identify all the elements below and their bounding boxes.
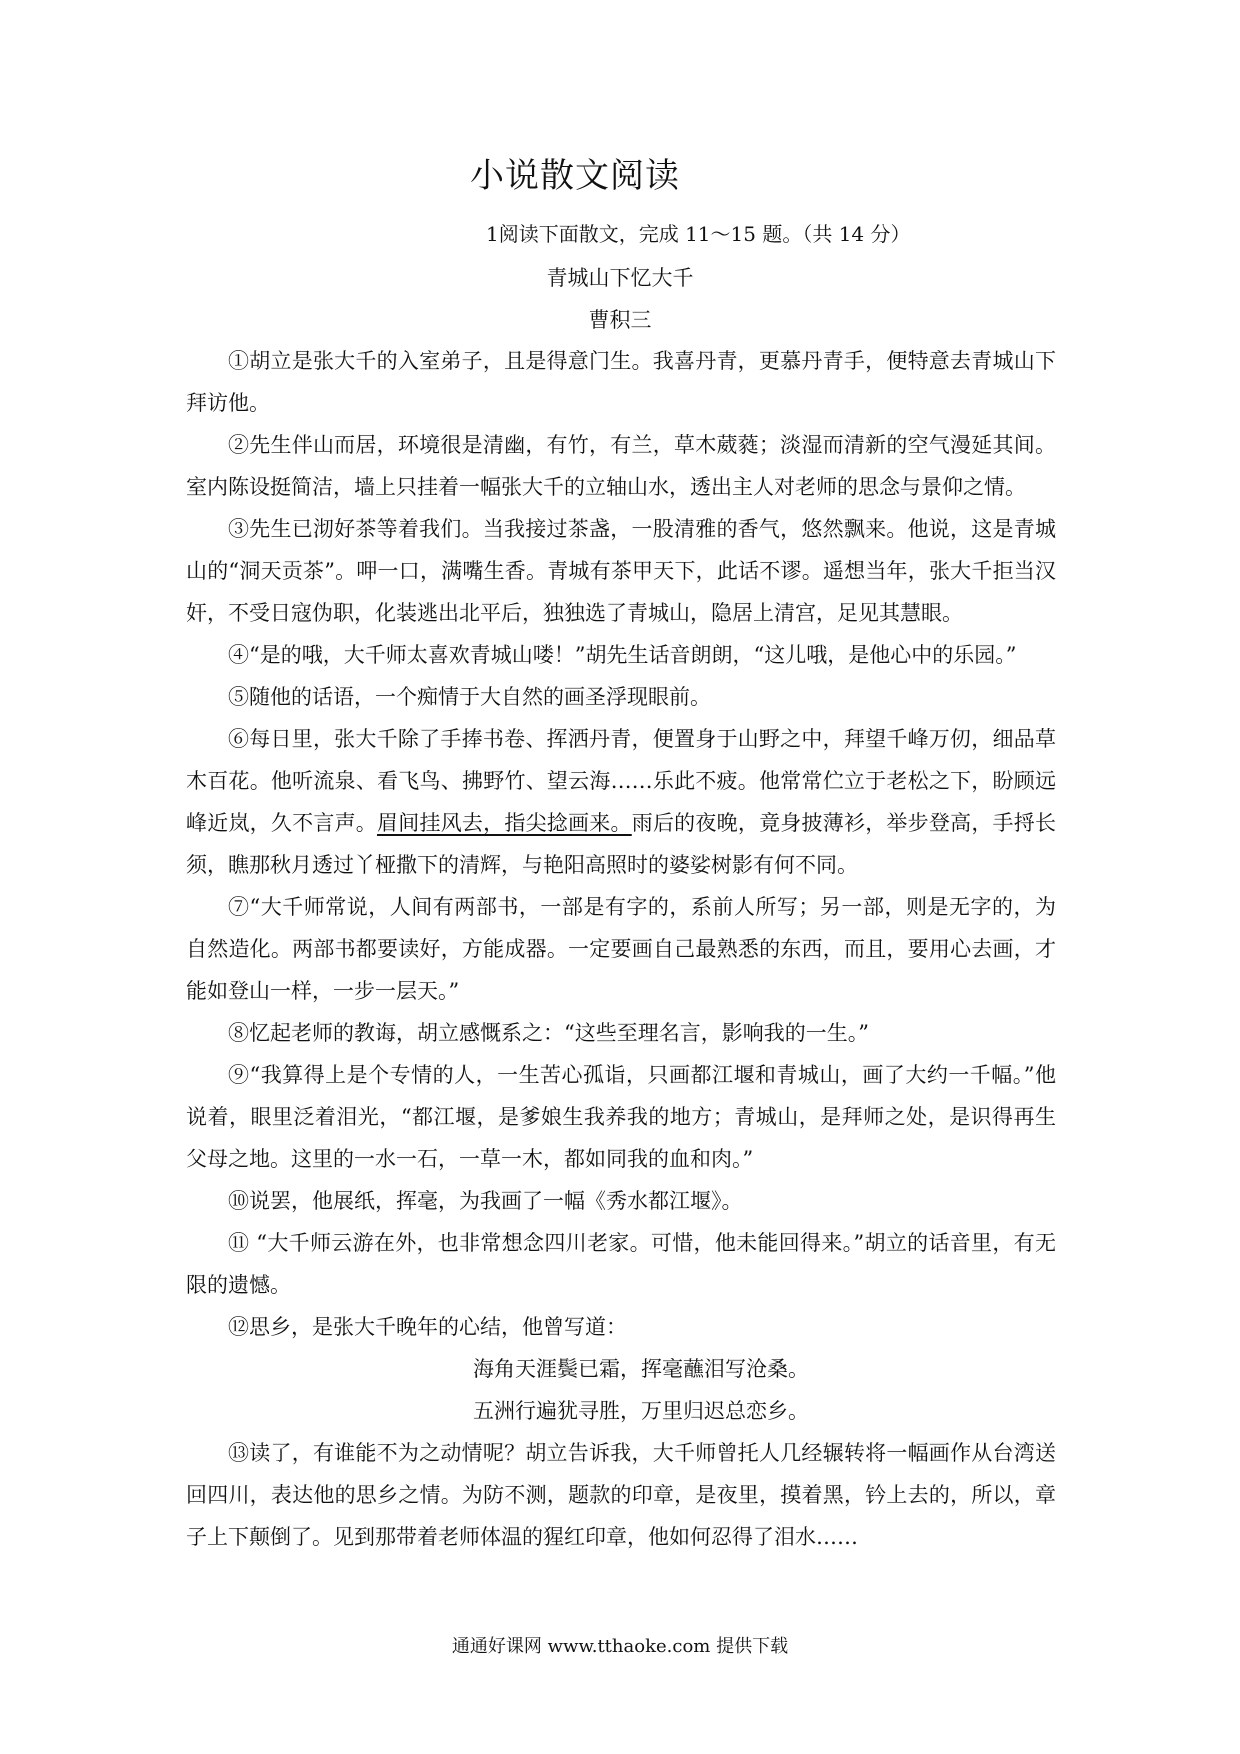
paragraph-3: ③先生已沏好茶等着我们。当我接过茶盏，一股清雅的香气，悠然飘来。他说，这是青城山的“洞天贡茶”。呷一口，满嘴生香。青城有茶甲天下，此话不谬。遥想当年，张大千拒当汉奸，不受日寇伪职，化装逃出北平后，独独选了青城山，隐居上清宫，足见其慧眼。 xyxy=(186,517,1056,625)
paragraph-8: ⑧忆起老师的教诲，胡立感慨系之：“这些至理名言，影响我的一生。” xyxy=(228,1021,869,1045)
paragraph-6-after: 雨后的夜晚，竟身披薄衫，举步登高，手捋长须，瞧那秋月透过丫桠撒下的清辉，与艳阳高照时的婆娑树影有何不同。 xyxy=(186,811,1057,877)
essay-author: 曹积三 xyxy=(588,308,652,332)
paragraph-6 xyxy=(186,718,1056,886)
paragraph-7: ⑦“大千师常说，人间有两部书，一部是有字的，系前人所写；另一部，则是无字的，为自然造化。两部书都要读好，方能成器。一定要画自己最熟悉的东西，而且，要用心去画，才能如登山一样，一步一层天。” xyxy=(186,895,1056,1003)
paragraph-2: ②先生伴山而居，环境很是清幽，有竹，有兰，草木葳蕤；淡湿而清新的空气漫延其间。室内陈设挺简洁，墙上只挂着一幅张大千的立轴山水，透出主人对老师的思念与景仰之情。 xyxy=(186,433,1056,499)
paragraph-1: ①胡立是张大千的入室弟子，且是得意门生。我喜丹青，更慕丹青手，便特意去青城山下拜访他。 xyxy=(186,349,1056,415)
poem-line-1: 海角天涯鬓已霜，挥毫蘸泪写沧桑。 xyxy=(473,1357,809,1381)
question-instruction: 1阅读下面散文，完成 11～15 题。（共 14 分） xyxy=(486,222,911,246)
paragraph-13: ⑬读了，有谁能不为之动情呢？胡立告诉我，大千师曾托人几经辗转将一幅画作从台湾送回四川，表达他的思乡之情。为防不测，题款的印章，是夜里，摸着黑，钤上去的，所以，章子上下颠倒了。见到那带着老师体温的猩红印章，他如何忍得了泪水…… xyxy=(186,1441,1056,1549)
underlined-sentence: 眉间挂风去，指尖捻画来。 xyxy=(377,811,632,835)
paragraph-12: ⑫思乡，是张大千晚年的心结，他曾写道： xyxy=(228,1315,627,1339)
paragraph-9: ⑨“我算得上是个专情的人，一生苦心孤诣，只画都江堰和青城山，画了大约一千幅。”他说着，眼里泛着泪光，“都江堰，是爹娘生我养我的地方；青城山，是拜师之处，是识得再生父母之地。这里的一水一石，一草一木，都如同我的血和肉。” xyxy=(186,1063,1056,1171)
page-footer: 通通好课网 www.tthaoke.com 提供下载 xyxy=(451,1636,789,1657)
essay-title: 青城山下忆大千 xyxy=(546,266,694,290)
paragraph-6-before: ⑥每日里，张大千除了手捧书卷、挥洒丹青，便置身于山野之中，拜望千峰万仞，细品草木百花。他听流泉、看飞鸟、拂野竹、望云海……乐此不疲。他常常伫立于老松之下，盼顾远峰近岚，久不言声。 xyxy=(186,727,1056,835)
essay-body xyxy=(186,340,1056,1558)
paragraph-11: ⑪ “大千师云游在外，也非常想念四川老家。可惜，他未能回得来。”胡立的话音里，有无限的遗憾。 xyxy=(186,1231,1056,1297)
paragraph-10: ⑩说罢，他展纸，挥毫，为我画了一幅《秀水都江堰》。 xyxy=(228,1189,743,1213)
poem-line-2: 五洲行遍犹寻胜，万里归迟总恋乡。 xyxy=(473,1399,809,1423)
paragraph-4: ④“是的哦，大千师太喜欢青城山喽！”胡先生话音朗朗，“这儿哦，是他心中的乐园。” xyxy=(228,643,1017,667)
page-title: 小说散文阅读 xyxy=(470,156,680,196)
paragraph-5: ⑤随他的话语，一个痴情于大自然的画圣浮现眼前。 xyxy=(228,685,711,709)
